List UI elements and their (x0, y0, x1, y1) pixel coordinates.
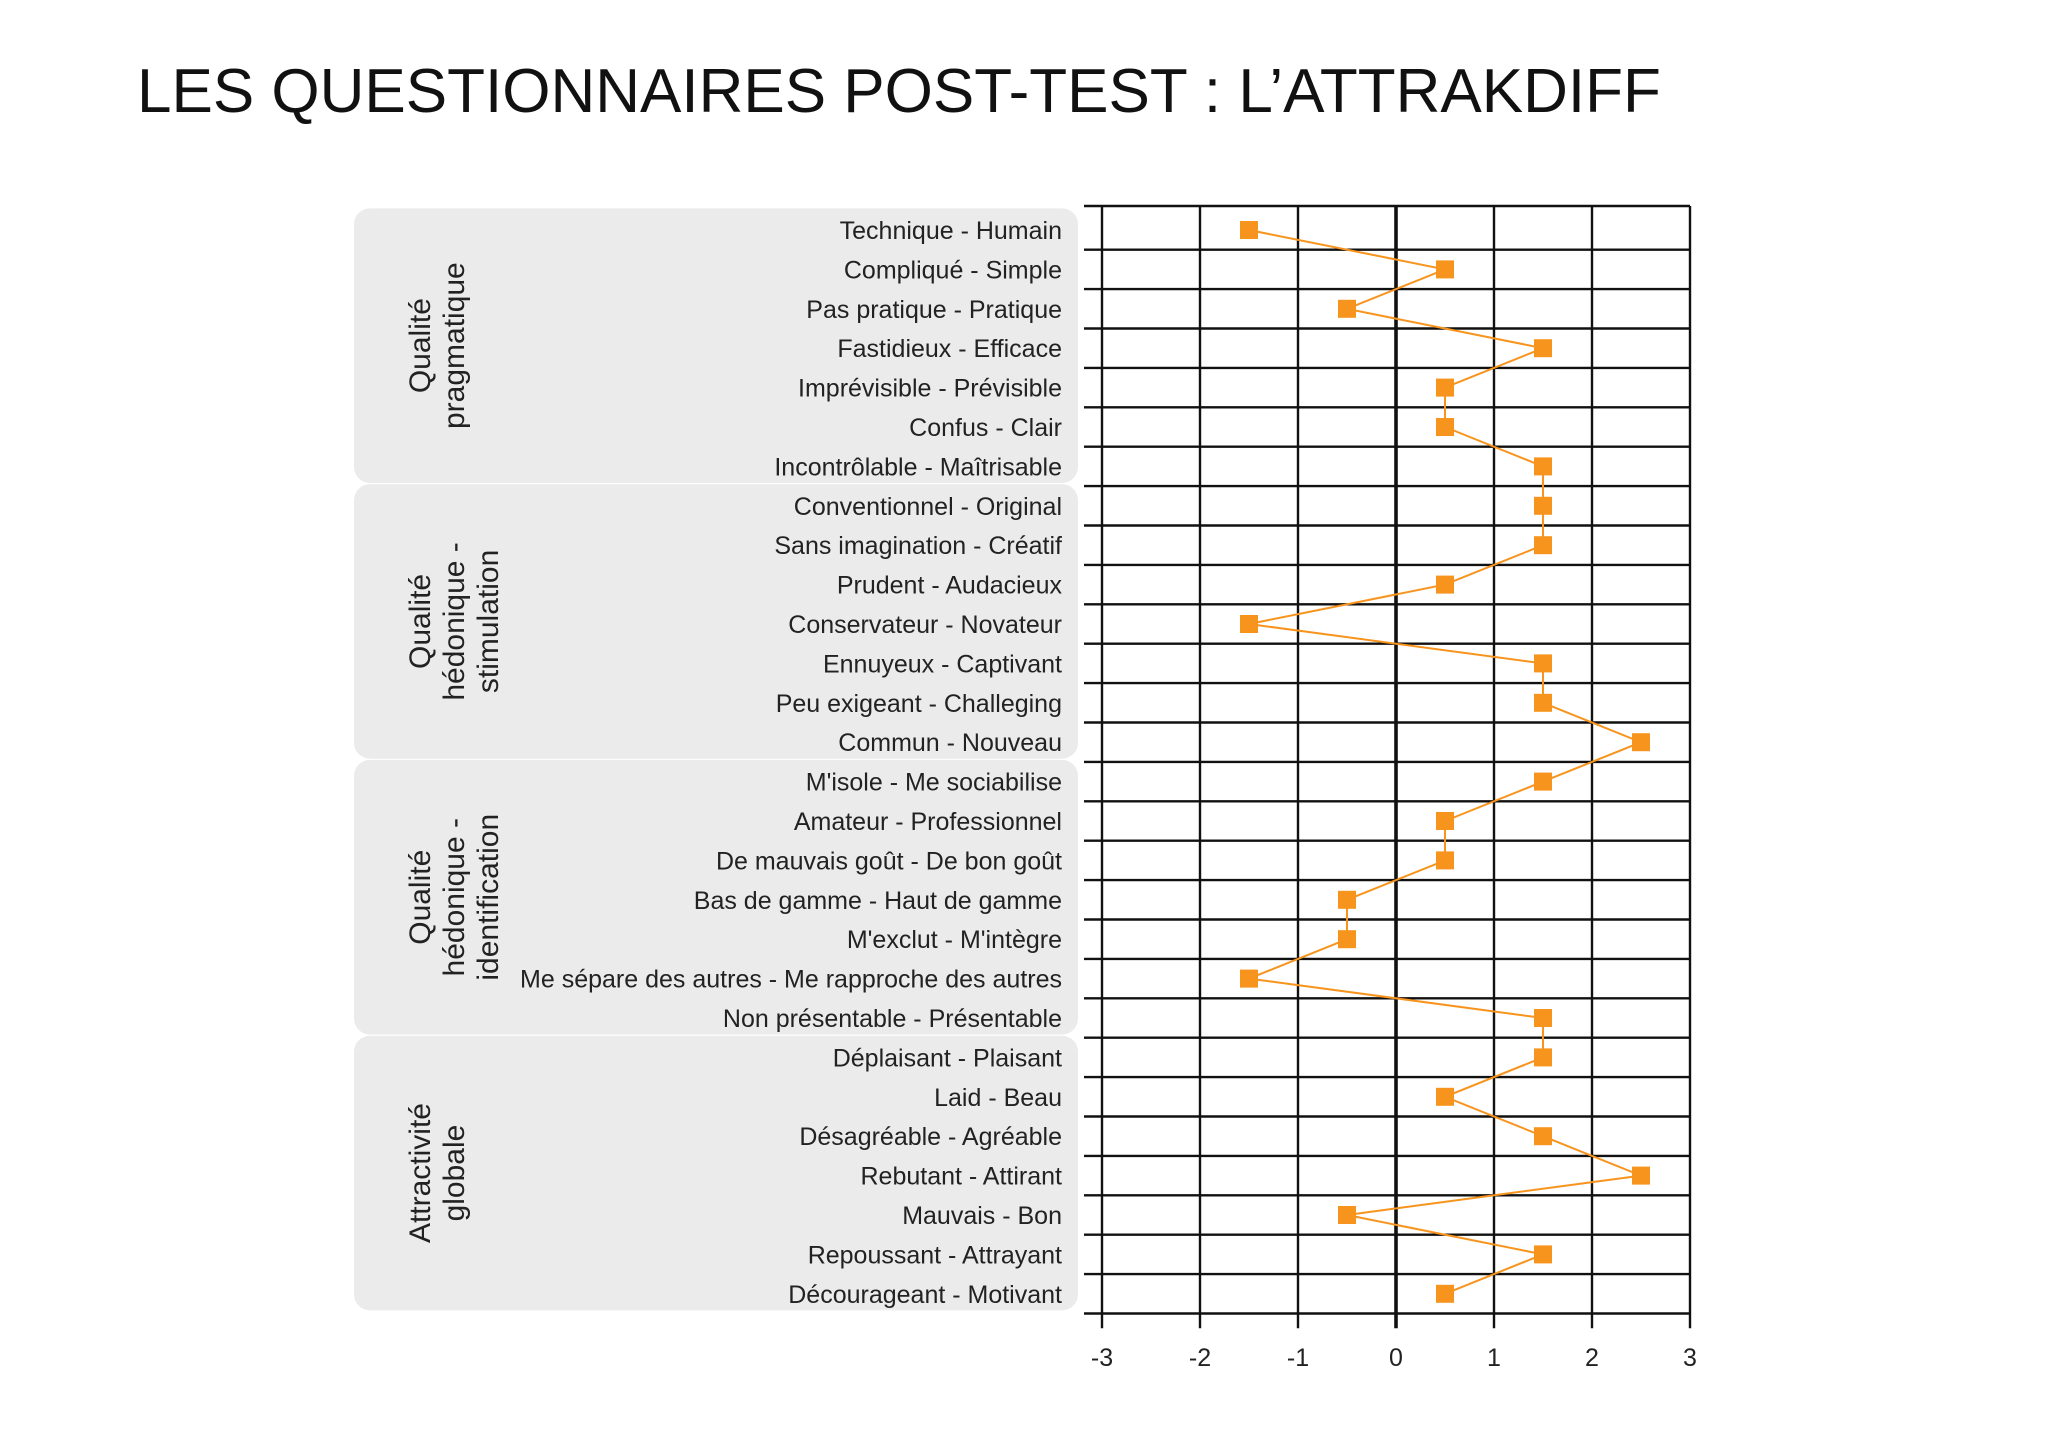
data-point (1534, 1245, 1552, 1263)
data-point (1338, 891, 1356, 909)
item-label: M'exclut - M'intègre (846, 926, 1062, 955)
group-label-line: globale (438, 1124, 471, 1222)
data-point (1436, 812, 1454, 830)
data-point (1534, 654, 1552, 672)
chart-grid (1084, 206, 1690, 1328)
data-point (1534, 1048, 1552, 1066)
data-point (1436, 1088, 1454, 1106)
item-label: Incontrôlable - Maîtrisable (774, 453, 1062, 482)
group-label-line: hédonique - (438, 818, 471, 977)
group-label-line: identification (472, 813, 505, 981)
x-axis-ticks (1091, 1344, 1697, 1372)
data-point (1534, 497, 1552, 515)
data-point (1534, 536, 1552, 554)
group-label-line: Attractivité (404, 1103, 437, 1244)
group-label-line: pragmatique (438, 262, 471, 430)
data-point (1436, 576, 1454, 594)
data-point (1240, 615, 1258, 633)
item-label: Commun - Nouveau (838, 729, 1062, 758)
x-tick-label: 1 (1487, 1344, 1501, 1373)
item-label: Amateur - Professionnel (793, 808, 1062, 836)
data-point (1338, 930, 1356, 948)
data-point (1338, 300, 1356, 318)
data-point (1632, 1167, 1650, 1185)
data-point (1436, 260, 1454, 278)
group-label-line: Qualité (404, 849, 437, 945)
data-point (1338, 1206, 1356, 1224)
data-point (1534, 1009, 1552, 1027)
data-point (1534, 694, 1552, 712)
item-label: Bas de gamme - Haut de gamme (693, 886, 1062, 915)
x-tick-label: -3 (1090, 1344, 1114, 1373)
item-label: Repoussant - Attrayant (807, 1241, 1062, 1270)
item-label: Imprévisible - Prévisible (798, 374, 1062, 403)
item-label: Déplaisant - Plaisant (832, 1044, 1062, 1073)
item-label: Conservateur - Novateur (788, 611, 1062, 639)
group-label-line: stimulation (472, 549, 505, 694)
item-label: Laid - Beau (934, 1083, 1062, 1112)
item-label: De mauvais goût - De bon goût (715, 847, 1062, 876)
x-tick-label: -2 (1188, 1344, 1212, 1373)
x-tick-label: -1 (1286, 1344, 1310, 1373)
item-label: Pas pratique - Pratique (806, 295, 1062, 324)
item-label: Mauvais - Bon (902, 1202, 1062, 1230)
item-label: Fastidieux - Efficace (837, 335, 1062, 364)
x-tick-label: 0 (1389, 1344, 1403, 1373)
data-point (1240, 221, 1258, 239)
item-label: Confus - Clair (909, 414, 1062, 442)
data-point (1534, 773, 1552, 791)
item-label: Non présentable - Présentable (722, 1005, 1062, 1033)
group-label-line: Qualité (404, 573, 437, 669)
item-label: Technique - Humain (839, 217, 1062, 245)
group-label-line: hédonique - (438, 542, 471, 701)
item-label: Décourageant - Motivant (788, 1280, 1062, 1309)
x-tick-label: 3 (1683, 1344, 1697, 1373)
item-label: Désagréable - Agréable (799, 1123, 1062, 1152)
x-tick-label: 2 (1585, 1344, 1599, 1373)
data-point (1436, 1285, 1454, 1303)
item-label: Ennuyeux - Captivant (822, 650, 1062, 679)
data-point (1436, 379, 1454, 397)
group-label-line: Qualité (404, 298, 437, 394)
data-point (1534, 339, 1552, 357)
item-label: Me sépare des autres - Me rapproche des autres (520, 965, 1062, 994)
item-label: Rebutant - Attirant (860, 1162, 1062, 1191)
data-point (1534, 1127, 1552, 1145)
item-label: Peu exigeant - Challeging (775, 689, 1062, 718)
slide-title: LES QUESTIONNAIRES POST-TEST : L’ATTRAKDIFF (137, 57, 1661, 126)
data-point (1632, 733, 1650, 751)
data-point (1240, 970, 1258, 988)
data-point (1534, 457, 1552, 475)
item-label: Compliqué - Simple (843, 256, 1062, 285)
data-point (1436, 851, 1454, 869)
item-label: Sans imagination - Créatif (774, 532, 1062, 561)
item-label: Prudent - Audacieux (836, 571, 1062, 600)
item-label: M'isole - Me sociabilise (805, 768, 1062, 797)
item-label: Conventionnel - Original (793, 492, 1062, 521)
data-point (1436, 418, 1454, 436)
